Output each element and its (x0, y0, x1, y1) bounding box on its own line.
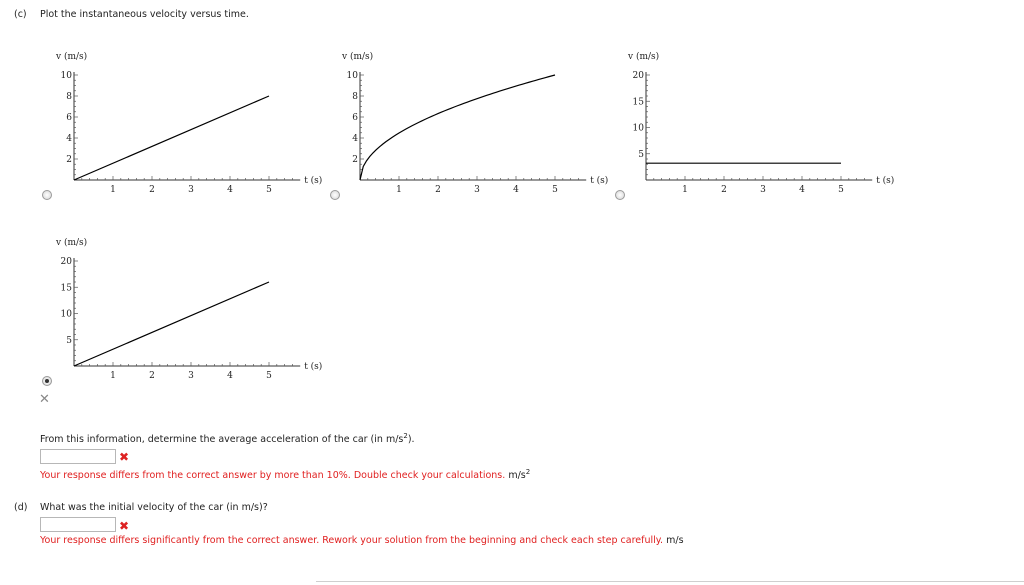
part-c-question: Plot the instantaneous velocity versus time. (40, 9, 249, 20)
y-tick-label: 20 (60, 257, 72, 267)
graph-svg (50, 214, 330, 389)
acceleration-answer-input[interactable] (40, 449, 116, 464)
y-tick-label: 2 (352, 155, 358, 165)
initial-velocity-feedback: Your response differs significantly from the correct answer. Rework your solution from the beginning and check each step carefully. m/s (40, 535, 684, 546)
velocity-series-line (360, 75, 555, 180)
y-tick-label: 10 (60, 309, 72, 320)
x-icon: ✕ (39, 392, 50, 407)
y-tick-label: 8 (66, 92, 72, 102)
graph-svg (336, 28, 616, 203)
x-tick-label: 4 (513, 185, 519, 195)
y-tick-label: 6 (66, 113, 72, 123)
velocity-series-line (74, 282, 269, 366)
y-tick-label: 5 (66, 335, 72, 346)
divider (316, 581, 1024, 582)
x-tick-label: 3 (188, 371, 194, 381)
x-tick-label: 3 (760, 185, 766, 195)
part-c-label: (c) (14, 9, 27, 20)
y-tick-label: 10 (632, 123, 644, 134)
y-axis-label: v (m/s) (56, 52, 88, 62)
acceleration-feedback: Your response differs from the correct answer by more than 10%. Double check your calculations. $m/s^2$ (40, 468, 531, 482)
radio-option-c[interactable] (615, 190, 625, 200)
x-tick-label: 4 (227, 371, 233, 381)
x-tick-label: 1 (396, 185, 402, 195)
y-tick-label: 4 (66, 134, 72, 144)
x-tick-label: 2 (435, 185, 441, 195)
x-tick-label: 5 (266, 371, 272, 381)
radio-option-d-selected[interactable] (42, 376, 52, 386)
x-axis-label: t (s) (590, 176, 609, 186)
y-tick-label: 5 (638, 149, 644, 160)
x-tick-label: 1 (110, 371, 116, 381)
graph-svg (622, 28, 902, 203)
y-tick-label: 4 (352, 134, 358, 144)
x-tick-label: 5 (838, 185, 844, 195)
incorrect-icon: ✖ (119, 519, 130, 533)
y-tick-label: 10 (60, 71, 72, 81)
x-tick-label: 2 (721, 185, 727, 195)
incorrect-icon: ✖ (119, 450, 130, 464)
acceleration-prompt: From this information, determine the average acceleration of the car (in $m/s^2$). (40, 432, 415, 446)
x-axis-label: t (s) (876, 176, 895, 186)
y-axis-label: v (m/s) (56, 238, 88, 248)
radio-option-b[interactable] (330, 190, 340, 200)
x-tick-label: 5 (266, 185, 272, 195)
graph-svg (50, 28, 330, 203)
y-tick-label: 2 (66, 155, 72, 165)
x-tick-label: 4 (799, 185, 805, 195)
y-tick-label: 15 (632, 97, 644, 108)
y-tick-label: 15 (60, 283, 72, 294)
y-tick-label: 20 (632, 71, 644, 81)
y-axis-label: v (m/s) (628, 52, 660, 62)
y-axis-label: v (m/s) (342, 52, 374, 62)
x-tick-label: 3 (188, 185, 194, 195)
x-tick-label: 2 (149, 371, 155, 381)
x-tick-label: 2 (149, 185, 155, 195)
y-tick-label: 10 (346, 71, 358, 81)
y-tick-label: 8 (352, 92, 358, 102)
velocity-series-line (74, 96, 269, 180)
x-tick-label: 1 (682, 185, 688, 195)
y-tick-label: 6 (352, 113, 358, 123)
initial-velocity-input[interactable] (40, 517, 116, 532)
x-tick-label: 4 (227, 185, 233, 195)
x-tick-label: 5 (552, 185, 558, 195)
part-d-label: (d) (14, 502, 28, 513)
radio-option-a[interactable] (42, 190, 52, 200)
x-tick-label: 3 (474, 185, 480, 195)
x-axis-label: t (s) (304, 362, 323, 372)
part-d-question: What was the initial velocity of the car (in m/s)? (40, 502, 268, 513)
x-tick-label: 1 (110, 185, 116, 195)
x-axis-label: t (s) (304, 176, 323, 186)
